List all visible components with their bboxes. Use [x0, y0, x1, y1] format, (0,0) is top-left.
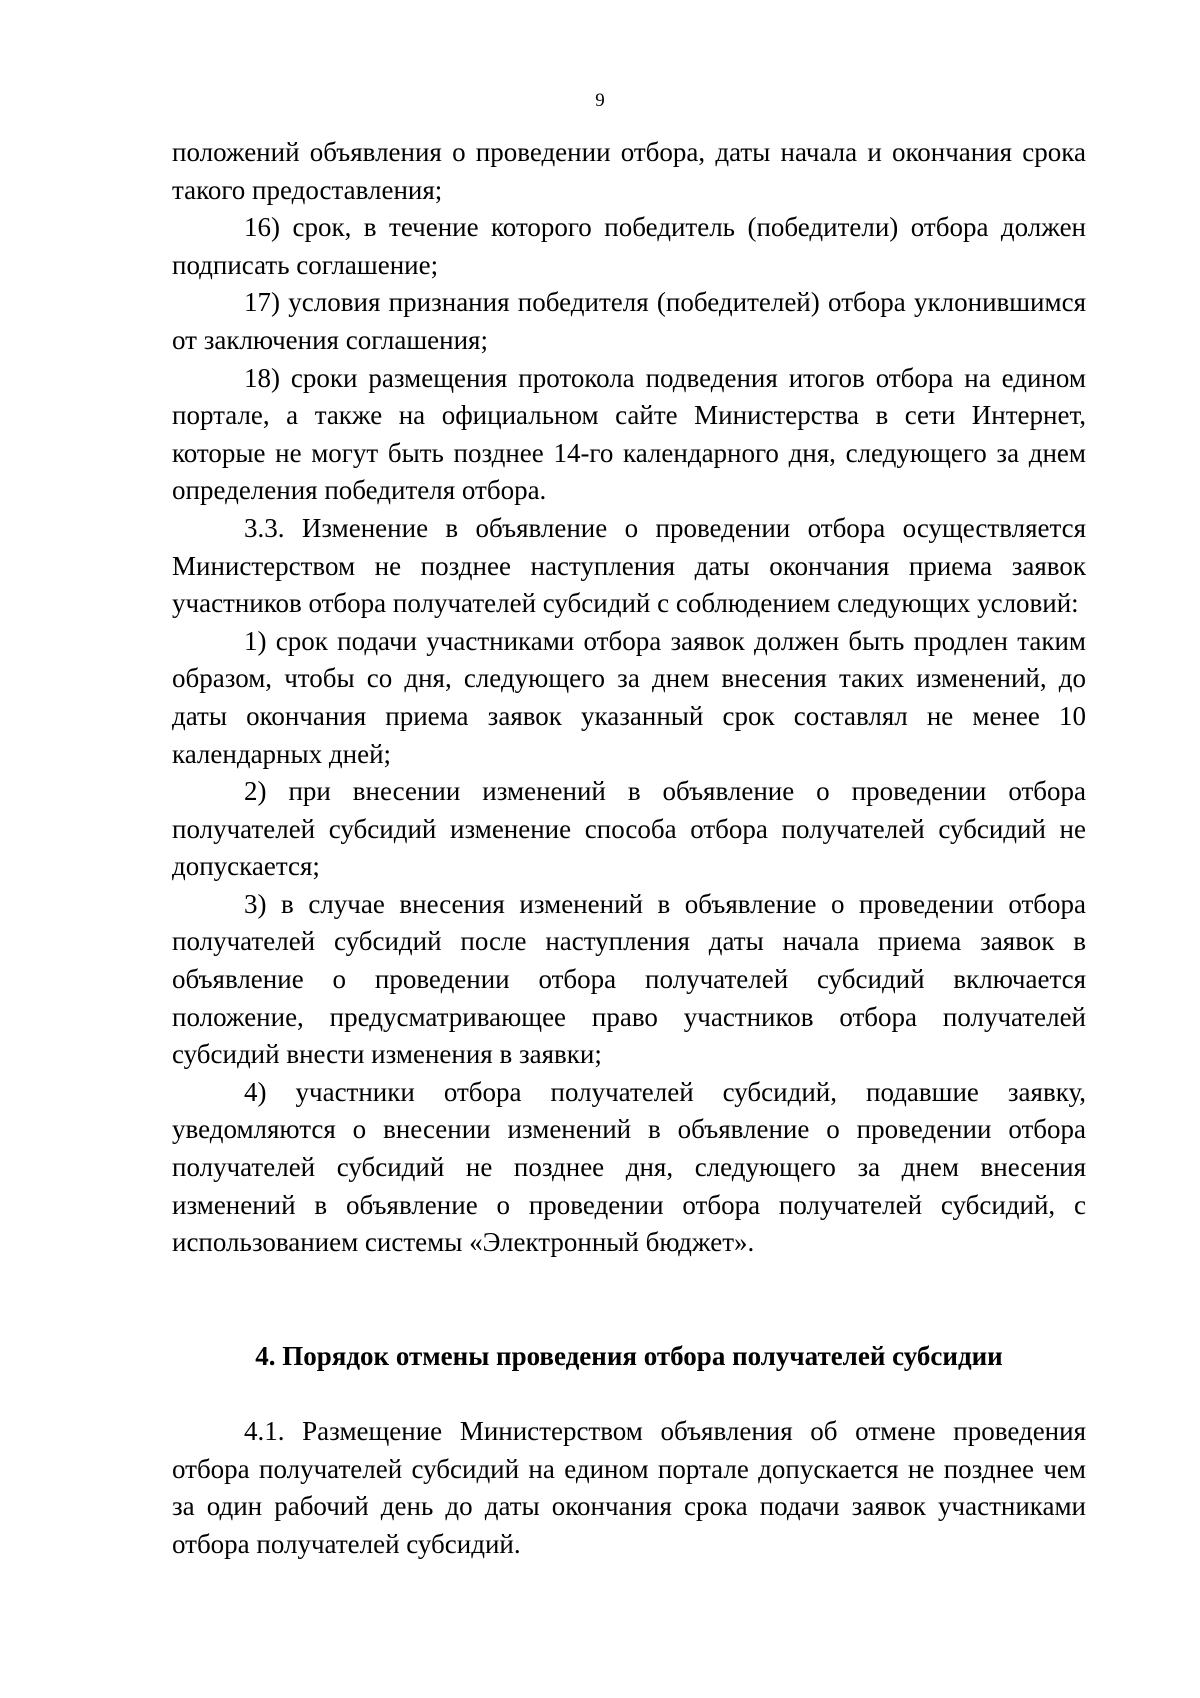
paragraph-condition-1: 1) срок подачи участниками отбора заявок должен быть продлен таким образом, чтобы со дня, следующего за днем внесения таких изменений, до даты окончания приема заявок указанный срок составлял не менее 10 календарных дней;	[172, 625, 1086, 769]
paragraph-item-16: 16) срок, в течение которого победитель (победители) отбора должен подписать соглашение;	[172, 212, 1086, 280]
section-body	[172, 1413, 1086, 1563]
paragraph-condition-3: 3) в случае внесения изменений в объявление о проведении отбора получателей субсидий после наступления даты начала приема заявок в объявление о проведении отбора получателей субсидий включается положение, предусматривающее право участников отбора получателей субсидий внести изменения в заявки;	[172, 888, 1086, 1070]
paragraph-continuation: положений объявления о проведении отбора, даты начала и окончания срока такого предоставления;	[172, 137, 1086, 205]
paragraph-3-3: 3.3. Изменение в объявление о проведении отбора осуществляется Министерством не позднее наступления даты окончания приема заявок участников отбора получателей субсидий с соблюдением следующих условий:	[172, 512, 1086, 619]
section-heading: 4. Порядок отмены проведения отбора получателей субсидии	[255, 1341, 1003, 1371]
paragraph-item-17: 17) условия признания победителя (победителей) отбора уклонившимся от заключения соглашения;	[172, 287, 1086, 355]
paragraph-item-18: 18) сроки размещения протокола подведения итогов отбора на едином портале, а также на официальном сайте Министерства в сети Интернет, которые не могут быть позднее 14-го календарного дня, следующего за днем определения победителя отбора.	[172, 362, 1086, 506]
paragraph-4-1: 4.1. Размещение Министерством объявления об отмене проведения отбора получателей субсидий на едином портале допускается не позднее чем за один рабочий день до даты окончания срока подачи заявок участниками отбора получателей субсидий.	[172, 1416, 1086, 1559]
page-number: 9	[595, 90, 605, 111]
body-text	[172, 134, 1086, 1262]
paragraph-condition-2: 2) при внесении изменений в объявление о проведении отбора получателей субсидий изменение способа отбора получателей субсидий не допускается;	[172, 776, 1086, 882]
paragraph-condition-4: 4) участники отбора получателей субсидий, подавшие заявку, уведомляются о внесении изменений в объявление о проведении отбора получателей субсидий не позднее дня, следующего за днем внесения изменений в объявление о проведении отбора получателей субсидий, с использованием системы «Электронный бюджет».	[172, 1076, 1086, 1258]
